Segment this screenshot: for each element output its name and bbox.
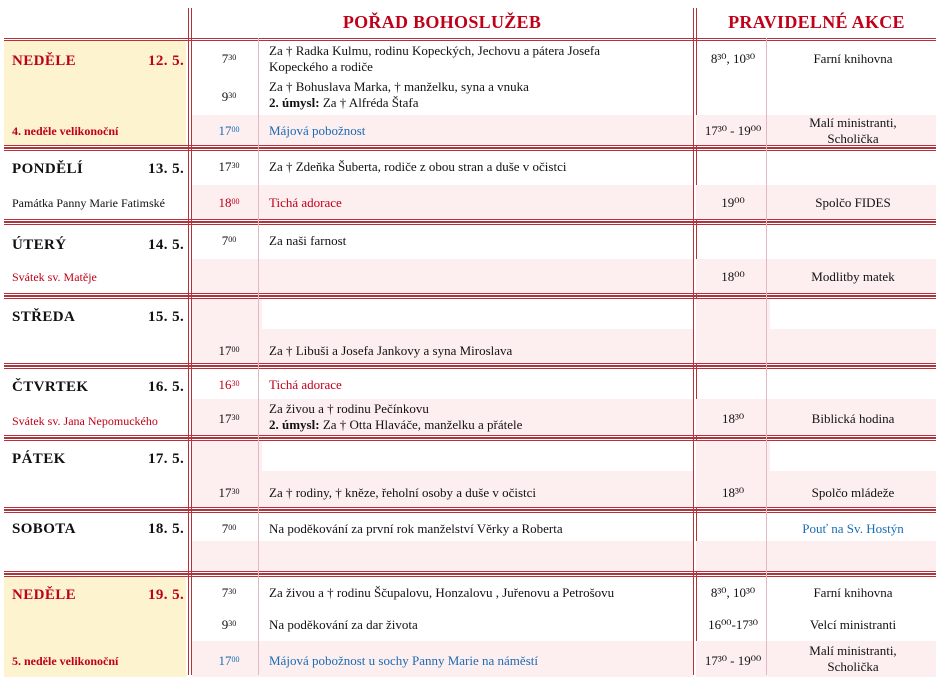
mass-intention: Za naši farnost <box>269 233 347 248</box>
mass-time: $18^{00}$ <box>218 195 240 210</box>
events-header: PRAVIDELNÉ AKCE <box>728 11 905 32</box>
mass-intention: Na poděkování za dar života <box>269 617 418 632</box>
event-name: Pouť na Sv. Hostýn <box>802 521 904 536</box>
event-divider <box>766 38 768 675</box>
event-name: Spolčo FIDES <box>815 195 891 210</box>
day-name: NEDĚLE <box>12 53 77 69</box>
day-date: 15. 5. <box>148 309 185 325</box>
day-block-3 <box>4 296 936 366</box>
event-name: Modlitby matek <box>811 269 895 284</box>
event-name: Spolčo mládeže <box>811 485 895 500</box>
row-bg <box>696 299 770 329</box>
mass-intention: Tichá adorace <box>269 195 342 210</box>
day-block-7 <box>4 574 936 677</box>
mass-time: $9^{30}$ <box>221 89 237 104</box>
event-time: 18⁰⁰ <box>721 269 745 284</box>
mass-time: $17^{30}$ <box>218 159 240 174</box>
mass-intention: Na poděkování za první rok manželství Věrky a Roberta <box>269 521 563 536</box>
mass-time: $7^{00}$ <box>221 521 237 536</box>
mass-time: $17^{00}$ <box>218 123 240 138</box>
row-bg <box>696 441 770 471</box>
row-bg <box>696 329 936 363</box>
event-time: 18³⁰ <box>721 485 745 500</box>
day-block-2 <box>4 222 936 296</box>
day-name: ČTVRTEK <box>12 379 89 395</box>
event-time: 8³⁰, 10³⁰ <box>710 51 756 66</box>
mass-intention: Májová pobožnost u sochy Panny Marie na náměstí <box>269 653 538 668</box>
day-block-1 <box>4 148 936 222</box>
day-name: ÚTERÝ <box>12 237 67 253</box>
row-bg <box>192 299 262 329</box>
day-note: 4. neděle velikonoční <box>12 124 119 138</box>
services-header: POŘAD BOHOSLUŽEB <box>342 11 542 32</box>
event-time: 8³⁰, 10³⁰ <box>710 585 756 600</box>
event-name: Malí ministranti, Scholička <box>809 115 897 146</box>
event-name: Farní knihovna <box>813 585 893 600</box>
event-time: 19⁰⁰ <box>721 195 745 210</box>
day-date: 12. 5. <box>148 53 185 69</box>
mass-time: $7^{00}$ <box>221 233 237 248</box>
mass-time: $17^{00}$ <box>218 653 240 668</box>
mass-time: $7^{30}$ <box>221 585 237 600</box>
event-time: 17³⁰ - 19⁰⁰ <box>704 123 762 138</box>
event-time: 18³⁰ <box>721 411 745 426</box>
event-name: Malí ministranti, Scholička <box>809 643 897 674</box>
mass-time: $9^{30}$ <box>221 617 237 632</box>
mass-time: $17^{30}$ <box>218 485 240 500</box>
mass-intention: Za † Radka Kulmu, rodinu Kopeckých, Jechovu a pátera Josefa Kopeckého a rodiče <box>269 43 601 74</box>
mass-time: $7^{30}$ <box>221 51 237 66</box>
mass-intention: Za živou a † rodinu Pečínkovu 2. úmysl: Za † Otta Hlaváče, manželku a přátele <box>269 401 523 432</box>
day-block-6 <box>4 510 936 574</box>
day-note: Svátek sv. Matěje <box>12 270 97 284</box>
row-bg <box>192 185 693 219</box>
event-name: Biblická hodina <box>811 411 895 426</box>
day-name: PONDĚLÍ <box>12 161 84 177</box>
event-time: 17³⁰ - 19⁰⁰ <box>704 653 762 668</box>
day-date: 14. 5. <box>148 237 185 253</box>
day-name: NEDĚLE <box>12 587 77 603</box>
mass-intention: Májová pobožnost <box>269 123 366 138</box>
day-date: 17. 5. <box>148 451 185 467</box>
day-date: 16. 5. <box>148 379 185 395</box>
row-bg <box>192 441 262 471</box>
mass-time: $16^{30}$ <box>218 377 240 392</box>
mass-intention: Za † Bohuslava Marka, † manželku, syna a vnuka 2. úmysl: Za † Alfréda Štafa <box>269 79 529 110</box>
day-name: PÁTEK <box>12 451 66 467</box>
day-block-0 <box>4 38 936 148</box>
row-bg <box>192 259 693 293</box>
event-name: Farní knihovna <box>813 51 893 66</box>
mass-intention: Za † Libuši a Josefa Jankovy a syna Miroslava <box>269 343 513 358</box>
mass-time: $17^{00}$ <box>218 343 240 358</box>
day-date: 13. 5. <box>148 161 185 177</box>
day-date: 18. 5. <box>148 521 185 537</box>
day-name: STŘEDA <box>12 309 76 325</box>
day-note: Památka Panny Marie Fatimské <box>12 196 165 210</box>
time-divider <box>258 38 260 675</box>
day-block-5 <box>4 438 936 510</box>
mass-intention: Za † Zdeňka Šuberta, rodiče z obou stran a duše v očistci <box>269 159 567 174</box>
mass-intention: Za † rodiny, † kněze, řeholní osoby a duše v očistci <box>269 485 537 500</box>
mass-intention: Za živou a † rodinu Ščupalovu, Honzalovu , Juřenovu a Petrošovu <box>269 585 615 600</box>
day-name: SOBOTA <box>12 521 76 537</box>
event-name: Velcí ministranti <box>809 617 897 632</box>
day-note: Svátek sv. Jana Nepomuckého <box>12 414 158 428</box>
mass-time: $17^{30}$ <box>218 411 240 426</box>
event-time: 16⁰⁰-17³⁰ <box>708 617 758 632</box>
mass-intention: Tichá adorace <box>269 377 342 392</box>
day-note: 5. neděle velikonoční <box>12 654 119 668</box>
day-date: 19. 5. <box>148 587 185 603</box>
row-bg <box>192 115 693 145</box>
row-bg <box>696 541 936 571</box>
row-bg <box>192 541 693 571</box>
day-block-4 <box>4 366 936 438</box>
